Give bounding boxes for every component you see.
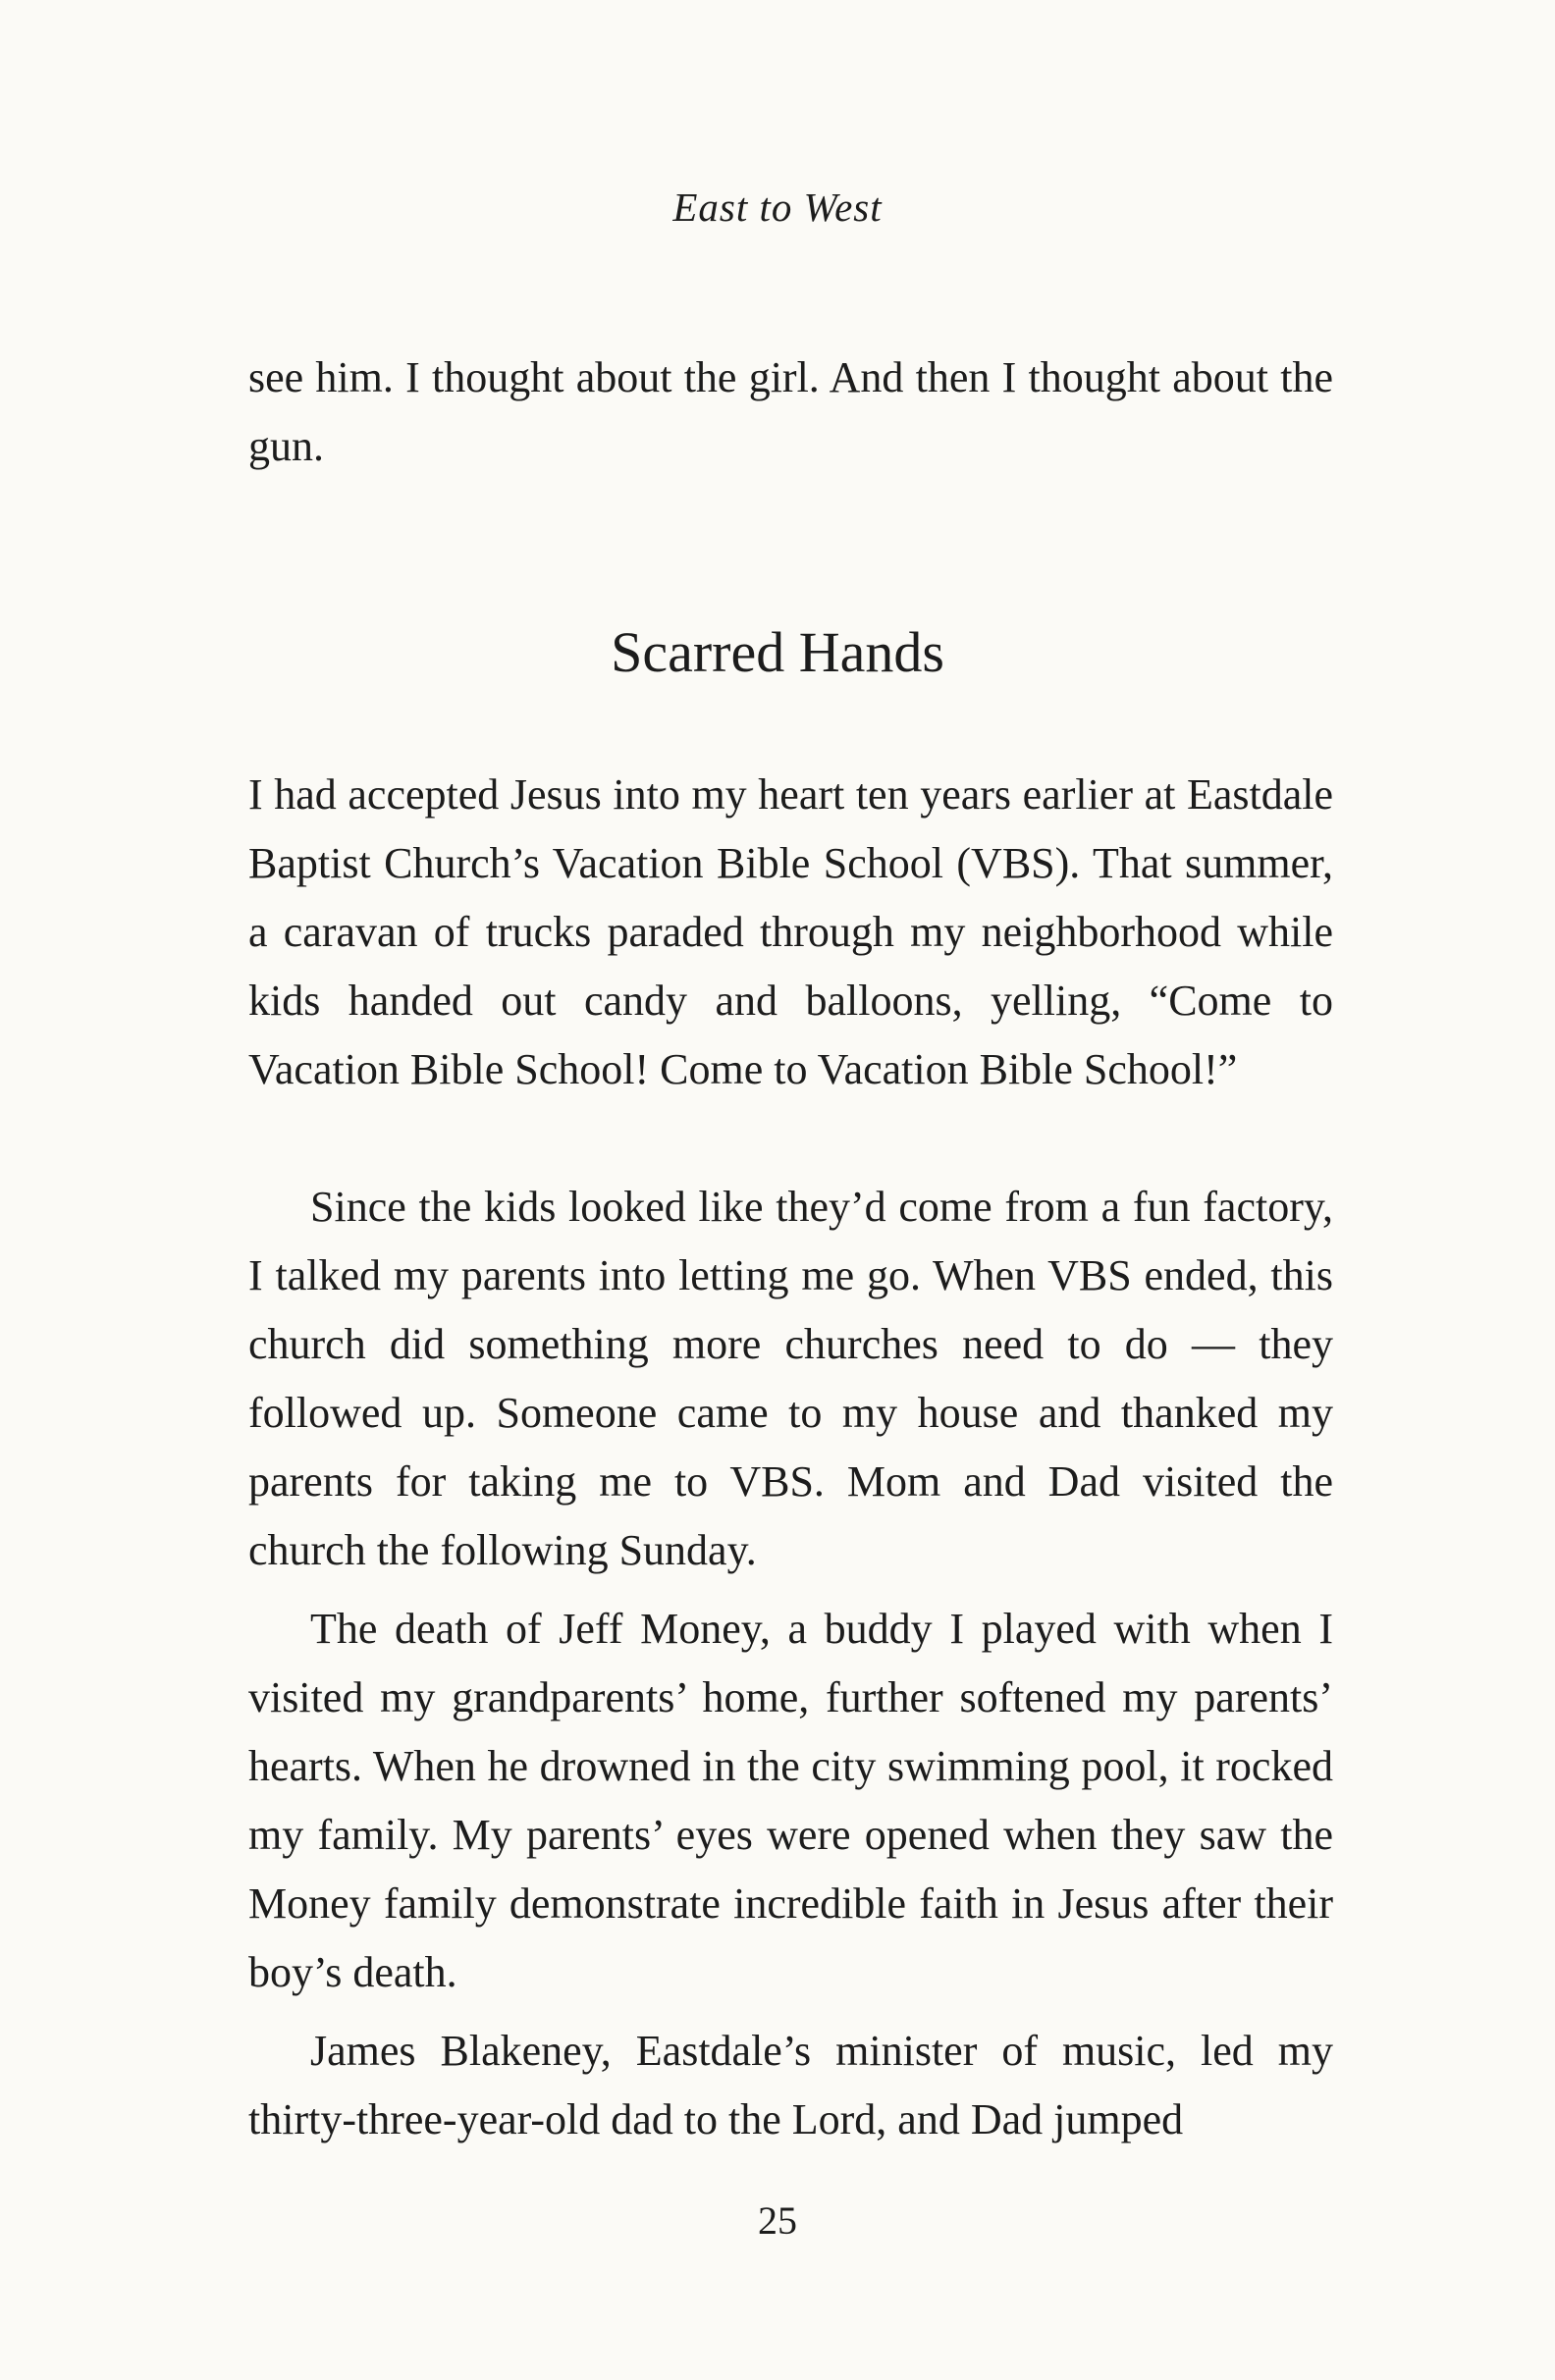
body-paragraph-1: I had accepted Jesus into my heart ten years earlier at Eastdale Baptist Church’s Vacation Bible School (VBS). That summer, a caravan of trucks paraded through my neighborhood while kids handed out candy and balloons, yelling, “Come to Vacation Bible School! Come to Vacation Bible School!” [248, 770, 1333, 1093]
page-number: 25 [758, 2198, 797, 2243]
running-head: East to West [672, 185, 883, 230]
body-paragraph-4: James Blakeney, Eastdale’s minister of music, led my thirty-three-year-old dad to the Lord, and Dad jumped [248, 2027, 1333, 2143]
section-heading: Scarred Hands [611, 620, 944, 684]
body-paragraph-2: Since the kids looked like they’d come from a fun factory, I talked my parents into letting me go. When VBS ended, this church did something more churches need to do — they followed up. Someone came to my house and thanked my parents for taking me to VBS. Mom and Dad visited the church the following Sunday. [248, 1183, 1333, 1574]
body-paragraph-3: The death of Jeff Money, a buddy I played with when I visited my grandparents’ home, further softened my parents’ hearts. When he drowned in the city swimming pool, it rocked my family. My parents’ eyes were opened when they saw the Money family demonstrate incredible faith in Jesus after their boy’s death. [248, 1605, 1333, 1996]
opening-paragraph: see him. I thought about the girl. And then I thought about the gun. [248, 353, 1333, 470]
